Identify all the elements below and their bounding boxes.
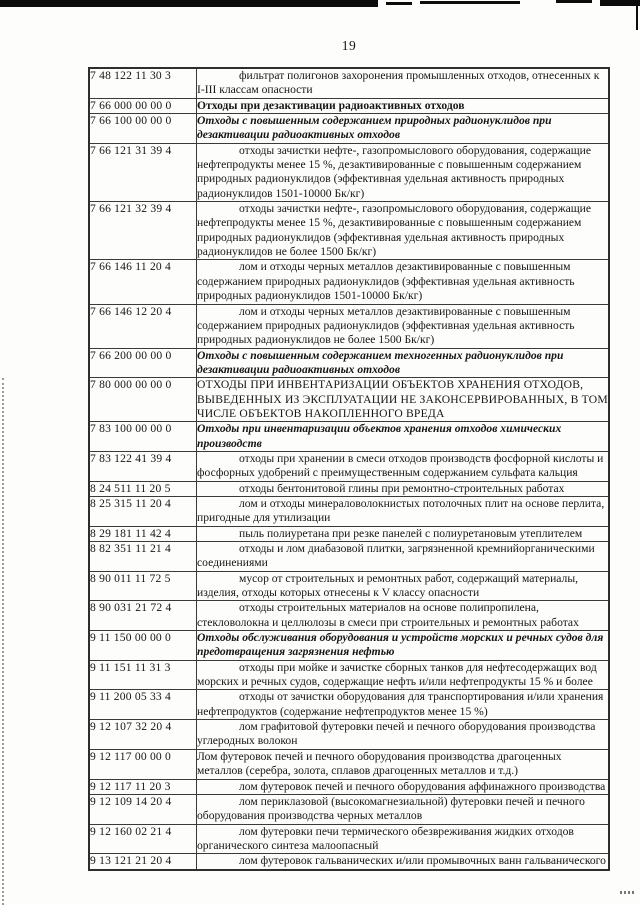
code-cell: 9 11 150 00 00 0 — [89, 631, 197, 661]
table-row — [89, 660, 609, 690]
description-cell: лом и отходы черных металлов дезактивированные с повышенным содержанием природных радионуклидов (эффективная удельная активность природных радионуклидов 1501-10000 Бк/кг) — [197, 260, 610, 304]
description-cell: отходы от зачистки оборудования для транспортирования и/или хранения нефтепродуктов (содержание нефтепродуктов менее 15 %) — [197, 690, 610, 720]
description-cell: лом футеровок печей и печного оборудования аффинажного производства — [197, 779, 610, 794]
code-cell: 9 12 117 00 00 0 — [89, 749, 197, 779]
code-cell: 8 90 031 21 72 4 — [89, 601, 197, 631]
table-row — [89, 526, 609, 541]
table-row — [89, 451, 609, 481]
table-row — [89, 720, 609, 750]
description-cell: Отходы с повышенным содержанием природных радионуклидов при дезактивации радиоактивных отходов — [197, 114, 610, 144]
code-cell: 8 90 011 11 72 5 — [89, 571, 197, 601]
code-cell: 7 66 121 32 39 4 — [89, 202, 197, 260]
description-cell: фильтрат полигонов захоронения промышленных отходов, отнесенных к I-III классам опасности — [197, 68, 610, 98]
table-row — [89, 854, 609, 870]
code-cell: 8 29 181 11 42 4 — [89, 526, 197, 541]
code-cell: 7 48 122 11 30 3 — [89, 68, 197, 98]
scan-mark-bottom-right — [620, 891, 634, 894]
code-cell: 9 12 160 02 21 4 — [89, 824, 197, 854]
description-cell: отходы зачистки нефте-, газопромыслового оборудования, содержащие нефтепродукты менее 15 %, дезактивированные с повышенным содержанием природных радионуклидов (эффективная удельная активность природных радионуклидов 1501-10000 Бк/кг) — [197, 143, 610, 201]
scan-edge-top-right — [600, 0, 640, 6]
page-number: 19 — [341, 38, 357, 53]
scan-edge-top-dash — [386, 2, 412, 5]
table-row — [89, 304, 609, 348]
table-row — [89, 348, 609, 378]
table-row — [89, 542, 609, 572]
scan-edge-top-dash — [420, 1, 520, 4]
description-cell: отходы и лом диабазовой плитки, загрязненной кремнийорганическими соединениями — [197, 542, 610, 572]
code-cell: 8 24 511 11 20 5 — [89, 481, 197, 496]
code-cell: 7 83 122 41 39 4 — [89, 451, 197, 481]
description-cell: лом периклазовой (высокомагнезиальной) футеровки печей и печного оборудования производства черных металлов — [197, 794, 610, 824]
table-row — [89, 601, 609, 631]
description-cell: ОТХОДЫ ПРИ ИНВЕНТАРИЗАЦИИ ОБЪЕКТОВ ХРАНЕНИЯ ОТХОДОВ, ВЫВЕДЕННЫХ ИЗ ЭКСПЛУАТАЦИИ НЕ ЗАКОНСЕРВИРОВАННЫХ, В ТОМ ЧИСЛЕ ОБЪЕКТОВ НАКОПЛЕННОГО ВРЕДА — [197, 378, 608, 420]
table-row — [89, 794, 609, 824]
table-row — [89, 98, 609, 113]
table-row — [89, 824, 609, 854]
table-row — [89, 631, 609, 661]
description-cell: отходы бентонитовой глины при ремонтно-строительных работах — [197, 481, 610, 496]
waste-classification-table — [88, 67, 610, 871]
table-row — [89, 749, 609, 779]
description-cell: Отходы с повышенным содержанием техногенных радионуклидов при дезактивации радиоактивных отходов — [197, 348, 610, 378]
description-cell: Лом футеровок печей и печного оборудования производства драгоценных металлов (серебра, золота, сплавов драгоценных металлов и т.д.) — [197, 749, 610, 779]
scan-edge-right-line — [636, 0, 638, 30]
table-row — [89, 260, 609, 304]
description-cell: лом и отходы черных металлов дезактивированные с повышенным содержанием природных радионуклидов (эффективная удельная активность природных радионуклидов не более 1500 Бк/кг) — [197, 304, 610, 348]
code-cell: 8 82 351 11 21 4 — [89, 542, 197, 572]
table-row — [89, 779, 609, 794]
description-cell: мусор от строительных и ремонтных работ, содержащий материалы, изделия, отходы которых отнесены к V классу опасности — [197, 571, 610, 601]
code-cell: 7 66 200 00 00 0 — [89, 348, 197, 378]
description-cell: Отходы обслуживания оборудования и устройств морских и речных судов для предотвращения загрязнения нефтью — [197, 631, 610, 661]
description-cell: лом и отходы минераловолокнистых потолочных плит на основе перлита, пригодные для утилизации — [197, 496, 610, 526]
code-cell: 9 12 109 14 20 4 — [89, 794, 197, 824]
description-cell: лом футеровки печи термического обезвреживания жидких отходов органического синтеза малоопасный — [197, 824, 610, 854]
table-row — [89, 68, 609, 98]
table-row — [89, 143, 609, 201]
code-cell: 7 66 146 12 20 4 — [89, 304, 197, 348]
code-cell: 7 66 121 31 39 4 — [89, 143, 197, 201]
code-cell: 7 83 100 00 00 0 — [89, 422, 197, 452]
description-cell: пыль полиуретана при резке панелей с полиуретановым утеплителем — [197, 526, 610, 541]
description-cell: отходы при мойке и зачистке сборных танков для нефтесодержащих вод морских и речных судов, содержащие нефть и/или нефтепродукты 15 % и более — [197, 660, 610, 690]
code-cell: 7 80 000 00 00 0 — [89, 378, 197, 422]
description-cell: отходы строительных материалов на основе полипропилена, стекловолокна и целлюлозы в смеси при строительных и ремонтных работах — [197, 601, 610, 631]
description-cell: Отходы при инвентаризации объектов хранения отходов химических производств — [197, 422, 610, 452]
table-row — [89, 571, 609, 601]
scan-edge-top-bar — [0, 0, 378, 7]
code-cell: 9 12 107 32 20 4 — [89, 720, 197, 750]
table-row — [89, 114, 609, 144]
table-row — [89, 690, 609, 720]
table-row — [89, 378, 609, 422]
scan-edge-left-dotted-line — [2, 378, 4, 905]
description-cell: лом графитовой футеровки печей и печного оборудования производства углеродных волокон — [197, 720, 610, 750]
code-cell: 9 12 117 11 20 3 — [89, 779, 197, 794]
waste-table-body — [89, 68, 609, 870]
code-cell: 7 66 146 11 20 4 — [89, 260, 197, 304]
table-row — [89, 496, 609, 526]
description-cell: лом футеровок гальванических и/или промывочных ванн гальванического — [197, 854, 610, 870]
waste-table — [88, 67, 610, 871]
table-row — [89, 202, 609, 260]
code-cell: 9 11 200 05 33 4 — [89, 690, 197, 720]
description-cell: Отходы при дезактивации радиоактивных отходов — [197, 98, 610, 113]
scan-edge-top-dash — [556, 0, 592, 3]
code-cell: 7 66 100 00 00 0 — [89, 114, 197, 144]
code-cell: 9 11 151 11 31 3 — [89, 660, 197, 690]
table-row — [89, 422, 609, 452]
description-cell: отходы при хранении в смеси отходов производств фосфорной кислоты и фосфорных удобрений с преимущественным содержанием сульфата кальция — [197, 451, 610, 481]
code-cell: 7 66 000 00 00 0 — [89, 98, 197, 113]
table-row — [89, 481, 609, 496]
description-cell: отходы зачистки нефте-, газопромыслового оборудования, содержащие нефтепродукты менее 15 %, дезактивированные с повышенным содержанием природных радионуклидов (эффективная удельная активность природных радионуклидов не более 1500 Бк/кг) — [197, 202, 610, 260]
code-cell: 8 25 315 11 20 4 — [89, 496, 197, 526]
code-cell: 9 13 121 21 20 4 — [89, 854, 197, 870]
